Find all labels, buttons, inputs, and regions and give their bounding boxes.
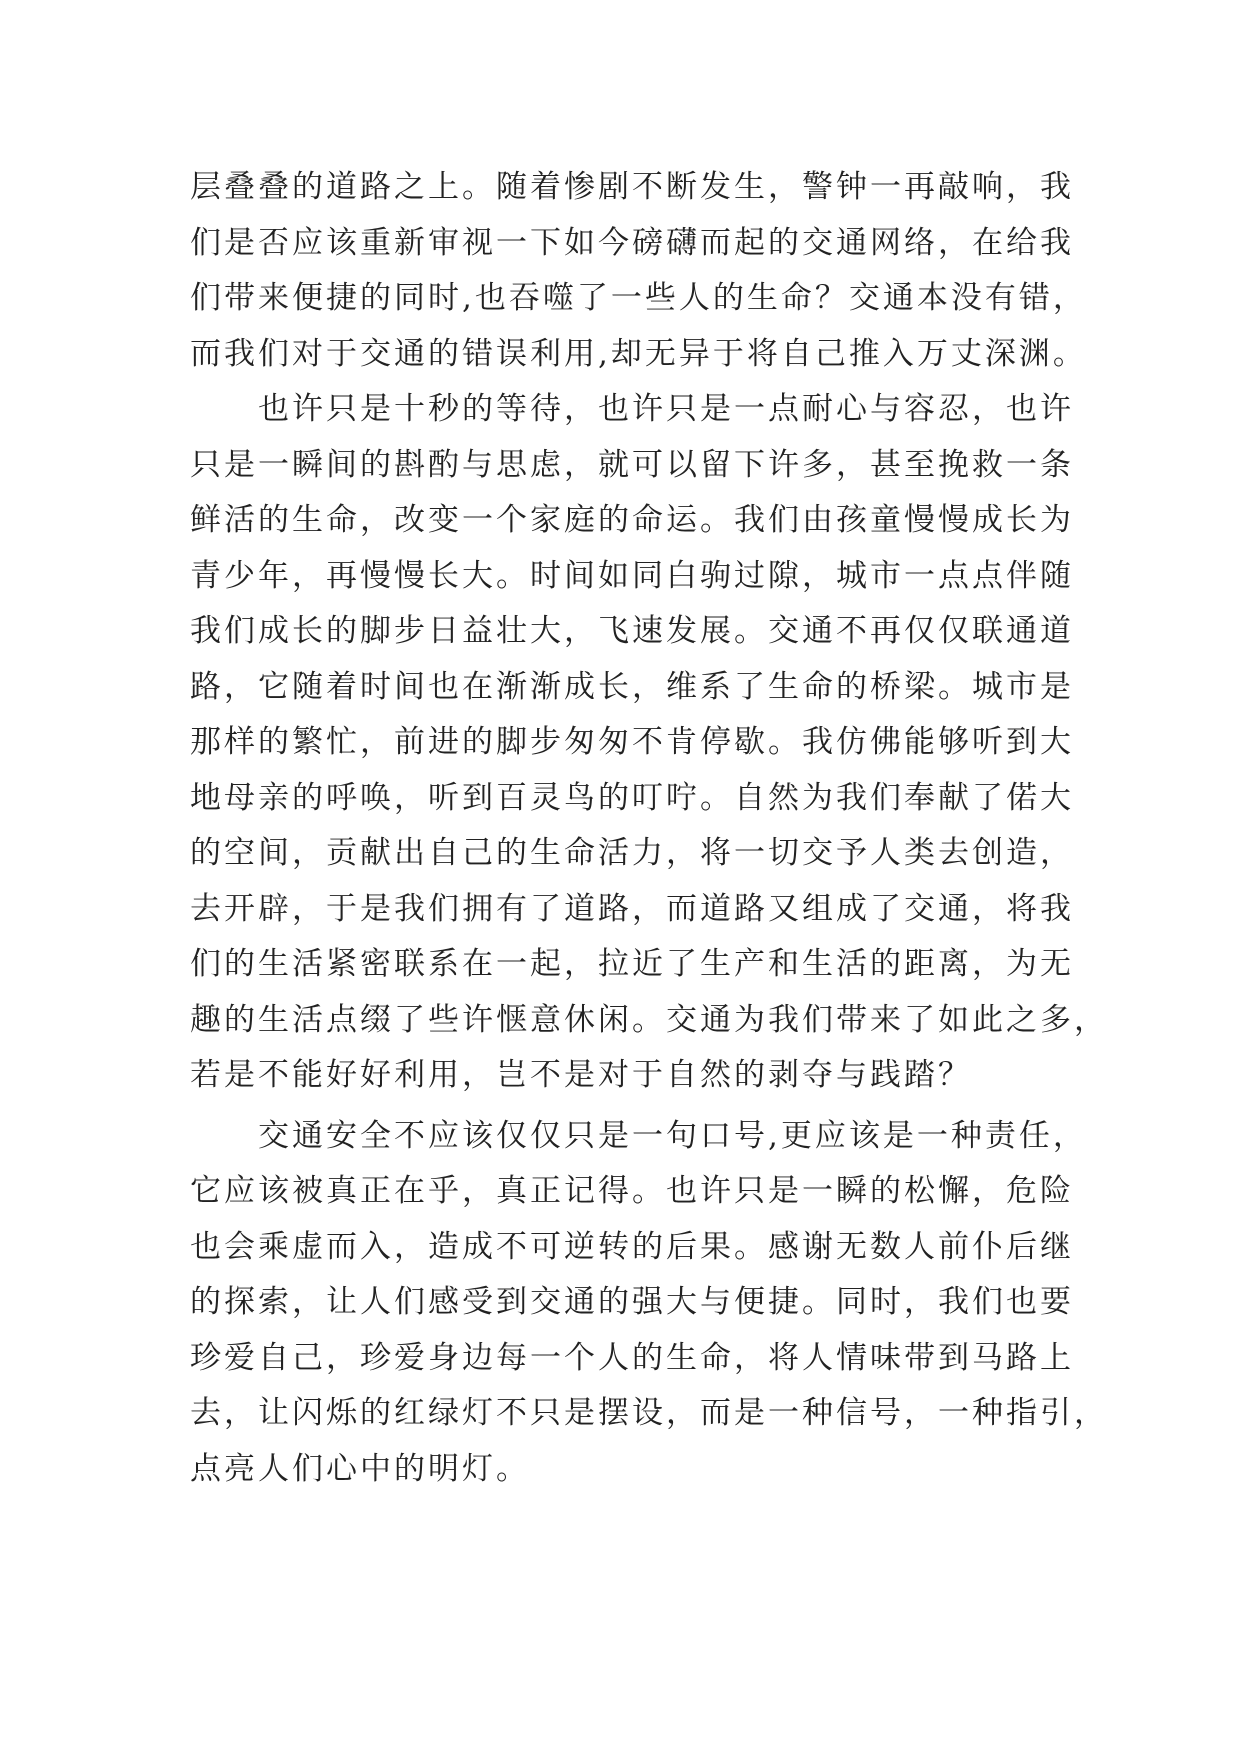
text-line: 地母亲的呼唤，听到百灵鸟的叮咛。自然为我们奉献了偌大 xyxy=(190,779,1074,816)
text-line: 青少年，再慢慢长大。时间如同白驹过隙，城市一点点伴随 xyxy=(190,557,1074,594)
text-line: 趣的生活点缀了些许惬意休闲。交通为我们带来了如此之多， xyxy=(190,1001,1108,1038)
text-line: 而我们对于交通的错误利用,却无异于将自己推入万丈深渊。 xyxy=(190,335,1087,372)
text-line: 去，让闪烁的红绿灯不只是摆设，而是一种信号，一种指引， xyxy=(190,1395,1108,1431)
text-line: 它应该被真正在乎，真正记得。也许只是一瞬的松懈，危险 xyxy=(190,1173,1074,1209)
paragraph-3 xyxy=(190,1109,1108,1498)
text-line: 鲜活的生命，改变一个家庭的命运。我们由孩童慢慢成长为 xyxy=(190,502,1074,538)
text-line: 路，它随着时间也在渐渐成长，维系了生命的桥梁。城市是 xyxy=(190,668,1074,705)
text-line: 层叠叠的道路之上。随着惨剧不断发生，警钟一再敲响，我 xyxy=(190,169,1074,205)
text-line: 只是一瞬间的斟酌与思虑，就可以留下许多，甚至挽救一条 xyxy=(190,446,1074,483)
text-line: 珍爱自己，珍爱身边每一个人的生命，将人情味带到马路上 xyxy=(190,1339,1074,1376)
text-line: 那样的繁忙，前进的脚步匆匆不肯停歇。我仿佛能够听到大 xyxy=(190,724,1074,760)
text-line: 我们成长的脚步日益壮大，飞速发展。交通不再仅仅联通道 xyxy=(190,613,1074,649)
text-line: 去开辟，于是我们拥有了道路，而道路又组成了交通，将我 xyxy=(190,890,1074,927)
paragraph-1 xyxy=(190,160,1090,382)
text-line: 的空间，贡献出自己的生命活力，将一切交予人类去创造， xyxy=(190,835,1074,871)
text-line: 们是否应该重新审视一下如今磅礴而起的交通网络，在给我 xyxy=(190,224,1074,261)
text-line: 们的生活紧密联系在一起，拉近了生产和生活的距离，为无 xyxy=(190,946,1074,982)
text-line: 也会乘虚而入，造成不可逆转的后果。感谢无数人前仆后继 xyxy=(190,1228,1074,1265)
text-line: 们带来便捷的同时,也吞噬了一些人的生命？交通本没有错， xyxy=(190,280,1087,316)
paragraph-2 xyxy=(190,382,1108,1104)
text-line: 若是不能好好利用，岂不是对于自然的剥夺与践踏？ xyxy=(190,1057,972,1093)
text-line: 交通安全不应该仅仅只是一句口号,更应该是一种责任， xyxy=(258,1117,1087,1154)
text-line: 也许只是十秒的等待，也许只是一点耐心与容忍，也许 xyxy=(258,391,1074,427)
document-body xyxy=(190,160,1108,1497)
text-line: 的探索，让人们感受到交通的强大与便捷。同时，我们也要 xyxy=(190,1284,1074,1320)
text-line: 点亮人们心中的明灯。 xyxy=(190,1450,530,1487)
